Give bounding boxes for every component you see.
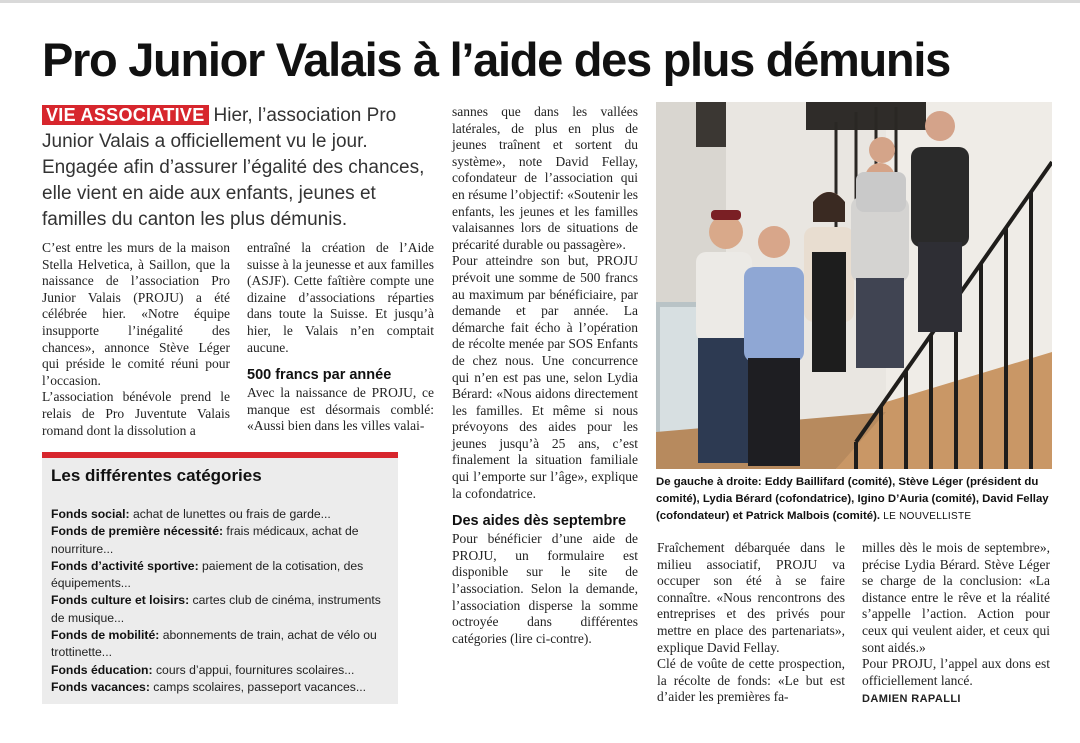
category-item: Fonds de mobilité: abonnements de train, achat de vélo ou trottinette... [51,628,377,660]
category-item: Fonds vacances: camps scolaires, passeport vacances... [51,679,366,694]
paragraph: Clé de voûte de cette prospection, la récolte de fonds: «Le but est d’aider les premières fa- [657,656,845,705]
photo-credit: LE NOUVELLISTE [883,511,972,522]
top-rule [0,0,1080,3]
categories-box [42,452,398,704]
category-item: Fonds de première nécessité: frais médicaux, achat de nourriture... [51,524,359,556]
paragraph: Pour atteindre son but, PROJU prévoit une somme de 500 francs au maximum par bénéficiaire, par demande et par année. La démarche fait écho à l’opération de récolte menée par SOS Enfants de chez nous. Une concurrence qui n’en est pas une, selon Lydia Bérard: «Nous aidons directement les familles. Et même si nous prévoyons des aides pour les jeunes jusqu’à 25 ans, c’est finalement la situation familiale qui l’emporte sur l’âge», explique la cofondatrice. [452,253,638,501]
article-column-3 [452,104,638,647]
article-column-2 [247,240,434,435]
author-byline: DAMIEN RAPALLI [862,693,961,706]
category-list [51,506,393,696]
category-item: Fonds éducation: cours d’appui, fournitures scolaires... [51,662,355,677]
article-column-1 [42,240,230,439]
paragraph: Pour PROJU, l’appel aux dons est officiellement lancé. [862,656,1050,688]
paragraph: milles dès le mois de septembre», précise Lydia Bérard. Stève Léger se charge de la conclusion: «La distance entre le rêve et la réalité s’appelle l’action. Action pour ceux qui veulent aider, et ceux qui sont aidés.» [862,540,1050,655]
paragraph: sannes que dans les vallées latérales, de plus en plus de jeunes traînent et sortent du système», note David Fellay, cofondateur de l’association qui en résume l’objectif: «Soutenir les enfants, les jeunes et les familles valaisannes lors de situations de précarité durable ou passagère». [452,104,638,252]
subheading: Des aides dès septembre [452,513,627,530]
paragraph: entraîné la création de l’Aide suisse à la jeunesse et aux familles (ASJF). Cette faîtière compte une dizaine d’associations réparties dans toute la Suisse. Et jusqu’à hier, le Valais n’en comptait aucune. [247,240,434,355]
article-headline: Pro Junior Valais à l’aide des plus démunis [42,33,950,86]
section-tag: VIE ASSOCIATIVE [42,105,209,125]
category-item: Fonds d’activité sportive: paiement de la cotisation, des équipements... [51,558,364,591]
paragraph: L’association bénévole prend le relais de Pro Juventute Valais romand dont la dissolution a [42,389,230,438]
paragraph: Fraîchement débarquée dans le milieu associatif, PROJU va occuper son été à se faire connaître. «Nous rencontrons des entreprises et des privés pour mettre en place des partenariats», explique David Fellay. [657,540,845,655]
paragraph: C’est entre les murs de la maison Stella Helvetica, à Saillon, que la naissance de l’association Pro Junior Valais (PROJU) a été célébrée hier. «Notre équipe insupporte l’inégalité des chances», annonce Stève Léger qui préside le comité réuni pour l’occasion. [42,240,230,388]
paragraph: Pour bénéficier d’une aide de PROJU, un formulaire est disponible sur le site de l’association. Selon la demande, l’association disperse la somme octroyée dans différentes catégories (lire ci-contre). [452,531,638,646]
subheading: 500 francs par année [247,367,392,384]
lead-text: Hier, l’association Pro Junior Valais a officiellement vu le jour. Engagée afin d’assurer l’égalité des chances, elle vient en aide aux enfants, jeunes et familles du canton les plus démunis. [42,105,425,230]
article-lead [42,102,432,233]
article-column-4 [657,540,845,706]
article-column-5 [862,540,1050,708]
box-accent-bar [42,452,398,458]
box-title: Les différentes catégories [51,466,262,485]
caption-text: De gauche à droite: Eddy Baillifard (comité), Stève Léger (président du comité), Lydia Bérard (cofondatrice), Igino D’Auria (comité), David Fellay (cofondateur) et Patrick Malbois (comité). [656,476,1049,522]
group-photo [656,102,1052,469]
category-item: Fonds culture et loisirs: cartes club de cinéma, instruments de musique... [51,593,381,625]
photo-caption [656,474,1052,525]
group-photo-illustration [656,102,1052,469]
category-item: Fonds social: achat de lunettes ou frais de garde... [51,507,331,521]
paragraph: Avec la naissance de PROJU, ce manque est désormais comblé: «Aussi bien dans les villes valai- [247,385,434,434]
